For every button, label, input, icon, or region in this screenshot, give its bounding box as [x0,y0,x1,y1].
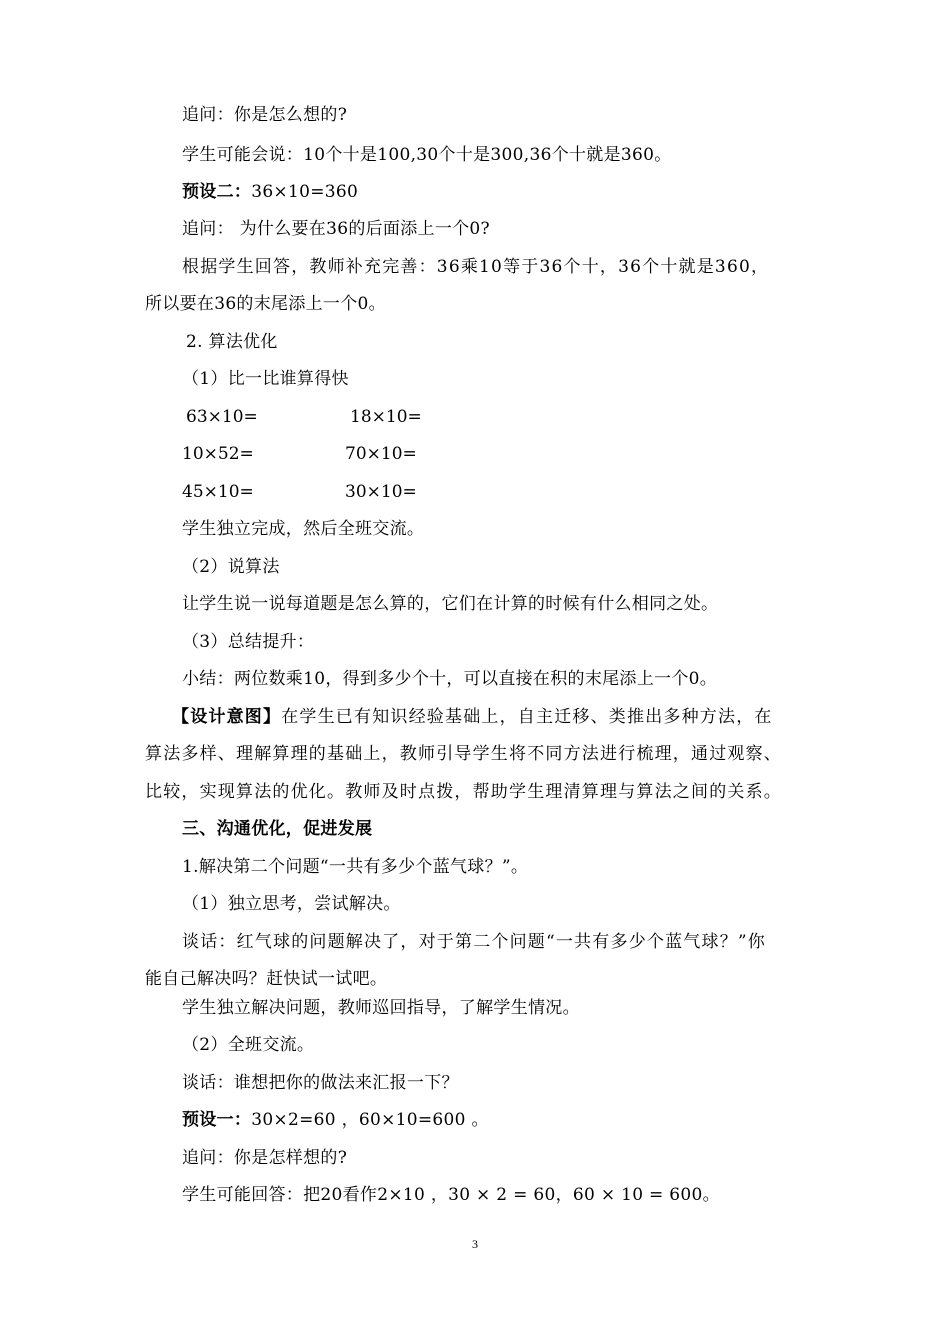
exercise-right: 30×10= [345,482,417,502]
preset-label: 预设二： [182,182,252,202]
subsection-heading: （3）总结提升： [182,632,315,652]
paragraph-line: 谈话：红气球的问题解决了，对于第二个问题“一共有多少个蓝气球？”你 [182,932,766,952]
paragraph-line: 学生独立完成，然后全班交流。 [182,519,425,539]
preset-heading [182,181,358,203]
paragraph-line: 追问：你是怎样想的? [182,1148,348,1168]
paragraph-line: 追问：你是怎么想的? [182,105,348,125]
exercise-left: 63×10= [186,407,258,427]
design-intent-line [172,706,773,728]
subsection-heading: （1）比一比谁算得快 [182,369,349,389]
design-intent-text: 在学生已有知识经验基础上，自主迁移、类推出多种方法，在 [281,707,773,727]
paragraph-line: 让学生说一说每道题是怎么算的，它们在计算的时候有什么相同之处。 [182,594,719,614]
section-heading: 三、沟通优化，促进发展 [182,819,373,839]
preset-heading [182,1109,489,1131]
preset-label: 预设一： [182,1110,252,1130]
exercise-left: 10×52= [182,444,254,464]
subsection-heading: （2）全班交流。 [182,1035,315,1055]
paragraph-line: 能自己解决吗？赶快试一试吧。 [145,969,388,989]
page-number: 3 [472,1237,478,1251]
paragraph-line: 学生可能回答：把20看作2×10 ，30 × 2 = 60，60 × 10 = 600。 [182,1185,720,1205]
paragraph-line: 小结：两位数乘10，得到多少个十，可以直接在积的末尾添上一个0。 [182,669,718,689]
preset-expression: 30×2=60 ，60×10=600 。 [251,1110,489,1130]
paragraph-line: 谈话：谁想把你的做法来汇报一下？ [182,1073,459,1093]
paragraph-line: 算法多样、理解算理的基础上，教师引导学生将不同方法进行梳理，通过观察、 [145,744,782,764]
exercise-right: 70×10= [345,444,417,464]
exercise-right: 18×10= [350,407,422,427]
paragraph-line: 根据学生回答，教师补充完善：36乘10等于36个十，36个十就是360， [182,257,770,277]
design-intent-label: 【设计意图】 [172,707,282,727]
paragraph-line: 学生独立解决问题，教师巡回指导，了解学生情况。 [182,998,580,1018]
section-heading: 2. 算法优化 [186,332,278,352]
paragraph-line: 学生可能会说：10个十是100,30个十是300,36个十就是360。 [182,145,672,165]
paragraph-line: 追问： 为什么要在36的后面添上一个0? [182,219,490,239]
paragraph-line: 所以要在36的末尾添上一个0。 [145,294,386,314]
exercise-left: 45×10= [182,482,254,502]
preset-expression: 36×10=360 [251,182,359,202]
paragraph-line: 比较，实现算法的优化。教师及时点拨，帮助学生理清算理与算法之间的关系。 [145,782,782,802]
subsection-heading: （2）说算法 [182,557,280,577]
paragraph-line: 1.解决第二个问题“一共有多少个蓝气球？”。 [182,857,529,877]
subsection-heading: （1）独立思考，尝试解决。 [182,894,401,914]
